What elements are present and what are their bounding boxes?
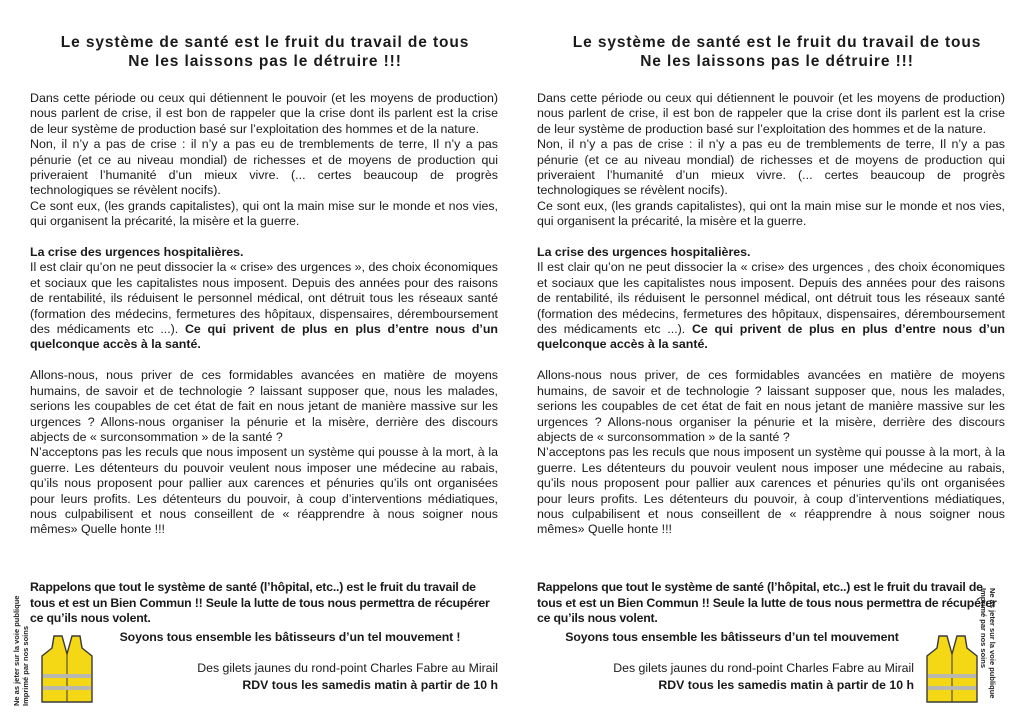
flyer-title [20, 33, 510, 71]
intro-paragraph-2: Non, il n’y a pas de crise : il n’y a pas eu de tremblements de terre, Il n’y a pas pénurie (et ce au niveau mondial) de richesses et de moyens de production qui priveraient l’humanité d’un mieux vivre. (... certes beaucoup de progrès technologiques se révèlent nocifs). [537, 137, 1005, 198]
closing-statement: Rappelons que tout le système de santé (l’hôpital, etc..) est le fruit du travail de tous et est un Bien Commun !! Seule la lutte de tous nous permettra de récupérer ce qu’ils nous volent. [537, 580, 997, 625]
flyer-title [532, 33, 1022, 71]
yellow-vest-icon [40, 634, 94, 704]
yellow-vest-icon [925, 634, 979, 704]
flyer-body [537, 91, 1005, 538]
intro-paragraph-3: Ce sont eux, (les grands capitalistes), qui ont la main mise sur le monde et nos vies, qui organisent la précarité, la misère et la guerre. [30, 198, 498, 229]
crisis-paragraph: Il est clair qu’on ne peut dissocier la « crise» des urgences , des choix économiques et sociaux que les capitalistes nous imposent. Depuis des années pour des raisons de rentabilité, ils réduisent le personnel médical, ont détruit tous les réseaux santé (formation des médecins, fermetures des hôpitaux, dispensaires, déremboursement des médicaments etc ...). Ce qui privent de plus en plus d’entre nous d’un quelconque accès à la santé. [537, 260, 1005, 352]
allons-paragraph-1: Allons-nous nous priver, de ces formidables avancées en matière de moyens humains, de savoir et de technologie ? laissant supposer que, nous les malades, serions les coupables de cet état de fait en nous jetant de manière massive sur les urgences ? Allons-nous organiser la pénurie et la misère, derrière des discours abjects de « surconsommation » de la santé ? [537, 368, 1005, 444]
signature: Des gilets jaunes du rond-point Charles Fabre au Mirail [197, 661, 498, 675]
title-line-1: Le système de santé est le fruit du travail de tous [572, 34, 982, 51]
crisis-heading: La crise des urgences hospitalières. [537, 245, 751, 260]
crisis-heading: La crise des urgences hospitalières. [30, 245, 244, 260]
slogan: Soyons tous ensemble les bâtisseurs d’un tel mouvement [565, 630, 899, 644]
print-note: Ne as jeter sur la voie publique Imprimé par nos soins [12, 595, 30, 706]
title-line-1: Le système de santé est le fruit du travail de tous [60, 34, 470, 51]
flyer-page-right [512, 0, 1024, 724]
signature: Des gilets jaunes du rond-point Charles Fabre au Mirail [613, 661, 914, 675]
crisis-paragraph: Il est clair qu’on ne peut dissocier la « crise» des urgences », des choix économiques et sociaux que les capitalistes nous imposent. Depuis des années pour des raisons de rentabilité, ils réduisent le personnel médical, ont détruit tous les réseaux santé (formation des médecins, fermetures des hôpitaux, dispensaires, déremboursement des médicaments etc ...). Ce qui privent de plus en plus d’entre nous d’un quelconque accès à la santé. [30, 260, 498, 352]
title-line-2: Ne les laissons pas le détruire !!! [128, 53, 402, 70]
allons-paragraph-2: N’acceptons pas les reculs que nous imposent un système qui pousse à la mort, à la guerre. Les détenteurs du pouvoir veulent nous imposer une médecine au rabais, qu’ils nous proposent pour pallier aux carences et pénuries qu’ils ont organisées pour leurs profits. Les détenteurs du pouvoir, à coup d’interventions médiatiques, nous culpabilisent et nous conseillent de « réapprendre à nous soigner nous mêmes» Quelle honte !!! [30, 445, 498, 537]
rdv-line: RDV tous les samedis matin à partir de 10 h [242, 678, 498, 692]
intro-paragraph-1: Dans cette période ou ceux qui détiennent le pouvoir (et les moyens de production) nous parlent de crise, il est bon de rappeler que la crise dont ils parlent est la crise de leur système de production basé sur l’exploitation des hommes et de la nature. [537, 91, 1005, 136]
crisis-bold-sentence: Ce qui privent de plus en plus d’entre nous d’un quelconque accès à la santé. [537, 322, 1005, 352]
intro-paragraph-2: Non, il n’y a pas de crise : il n’y a pas eu de tremblements de terre, Il n’y a pas pénurie (et ce au niveau mondial) de richesses et de moyens de production qui priveraient l’humanité d’un mieux vivre. (... certes beaucoup de progrès technologiques se révèlent nocifs). [30, 137, 498, 198]
allons-paragraph-1: Allons-nous, nous priver de ces formidables avancées en matière de moyens humains, de savoir et de technologie ? laissant supposer que, nous les malades, serions les coupables de cet état de fait en nous jetant de manière massive sur les urgences ? Allons-nous organiser la pénurie et la misère, derrière des discours abjects de « surconsommation » de la santé ? [30, 368, 498, 444]
signature-block [572, 660, 914, 694]
allons-paragraph-2: N’acceptons pas les reculs que nous imposent un système qui pousse à la mort, à la guerre. Les détenteurs du pouvoir veulent nous imposer une médecine au rabais, qu’ils nous proposent pour pallier aux carences et pénuries qu’ils ont organisées pour leurs profits. Les détenteurs du pouvoir, à coup d’interventions médiatiques, nous culpabilisent et nous conseillent de « réapprendre à nous soigner nous mêmes» Quelle honte !!! [537, 445, 1005, 537]
print-note: Ne as jeter sur la voie publique Imprimé par nos soins [979, 588, 997, 699]
title-line-2: Ne les laissons pas le détruire !!! [640, 53, 914, 70]
intro-paragraph-1: Dans cette période ou ceux qui détiennent le pouvoir (et les moyens de production) nous parlent de crise, il est bon de rappeler que la crise dont ils parlent est la crise de leur système de production basé sur l’exploitation des hommes et de la nature. [30, 91, 498, 136]
crisis-bold-sentence: Ce qui privent de plus en plus d’entre nous d’un quelconque accès à la santé. [30, 322, 498, 352]
slogan: Soyons tous ensemble les bâtisseurs d’un tel mouvement ! [119, 630, 461, 644]
flyer-body [30, 91, 498, 538]
signature-block [150, 660, 498, 694]
rdv-line: RDV tous les samedis matin à partir de 10 h [658, 678, 914, 692]
intro-paragraph-3: Ce sont eux, (les grands capitalistes), qui ont la main mise sur le monde et nos vies, qui organisent la précarité, la misère et la guerre. [537, 198, 1005, 229]
closing-statement: Rappelons que tout le système de santé (l’hôpital, etc..) est le fruit du travail de tous et est un Bien Commun !! Seule la lutte de tous nous permettra de récupérer ce qu’ils nous volent. [30, 580, 490, 625]
